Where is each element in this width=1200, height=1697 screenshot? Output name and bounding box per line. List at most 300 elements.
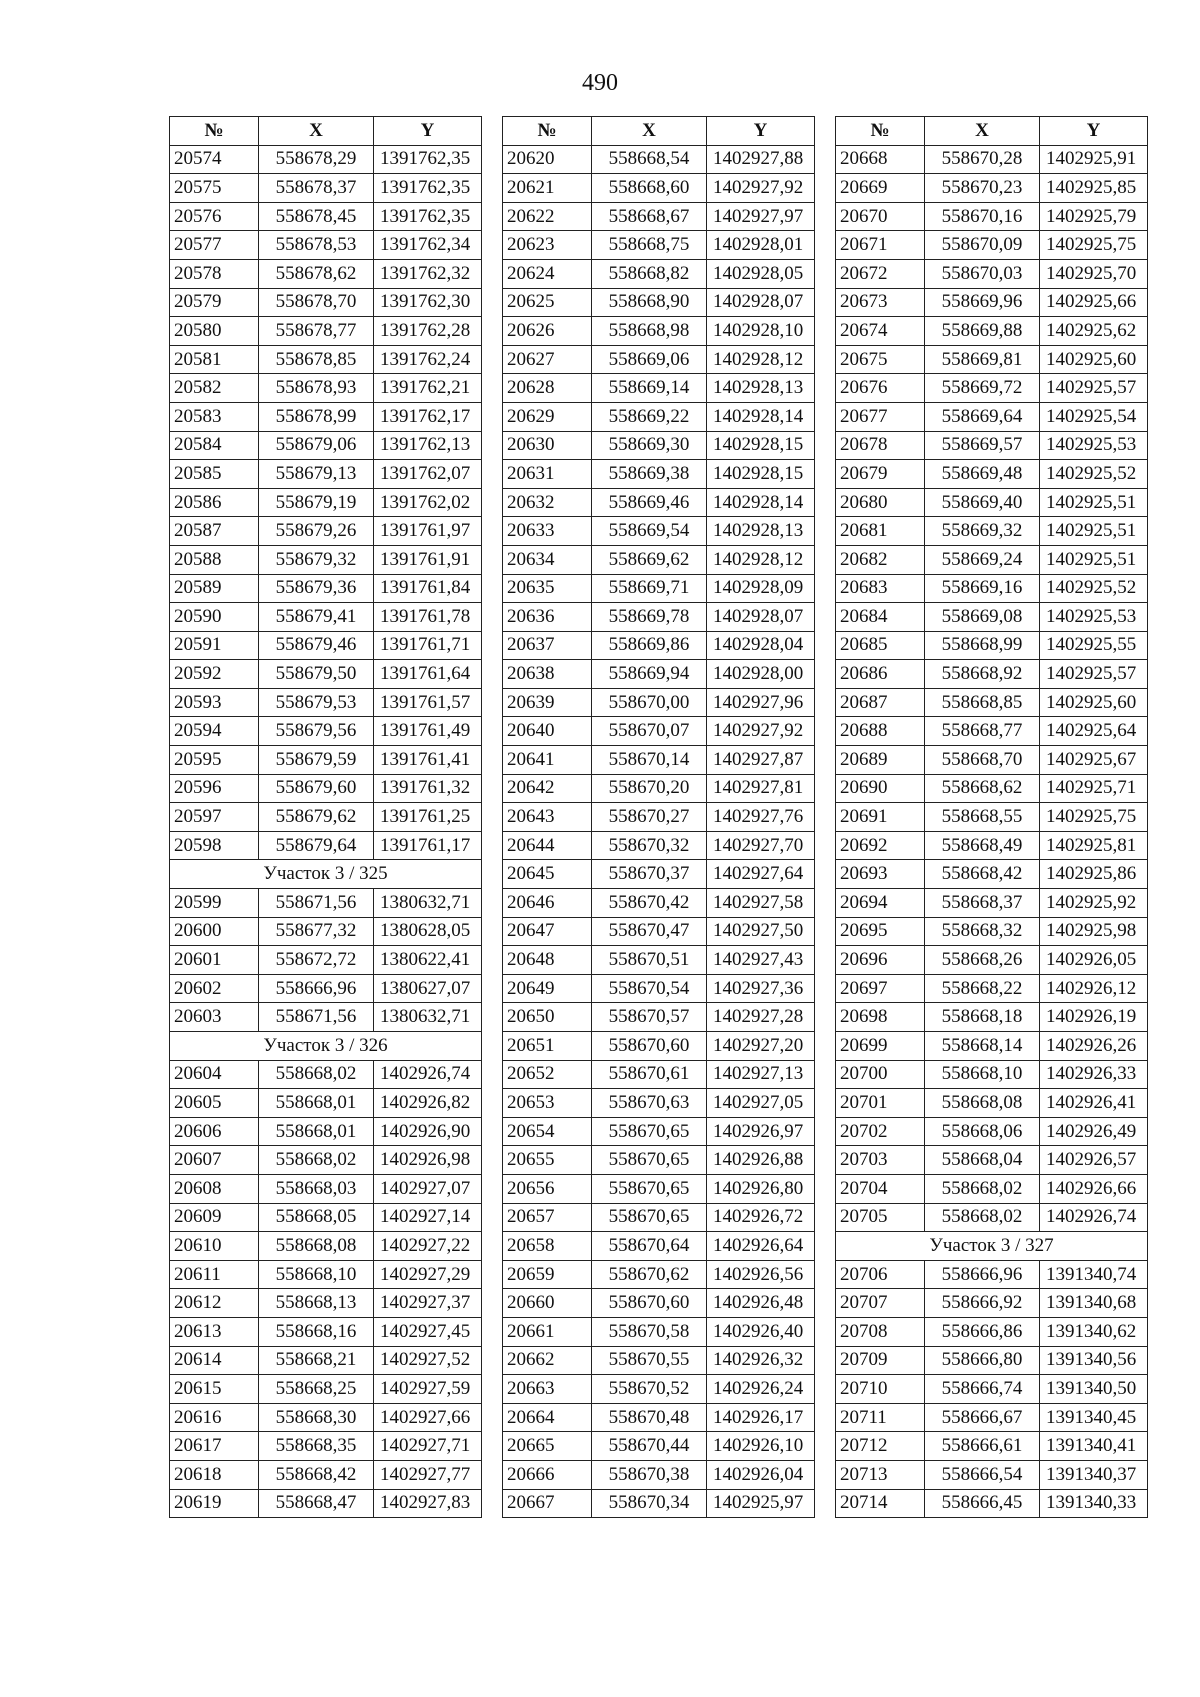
- table-row: [836, 1260, 1148, 1289]
- x-coordinate-cell: 558679,13: [259, 460, 374, 489]
- point-number-cell: 20598: [170, 831, 259, 860]
- y-coordinate-cell: 1402928,13: [707, 374, 815, 403]
- y-coordinate-cell: 1391761,78: [374, 603, 482, 632]
- y-coordinate-cell: 1391761,25: [374, 803, 482, 832]
- y-coordinate-cell: 1391761,17: [374, 831, 482, 860]
- table-row: [170, 746, 482, 775]
- y-coordinate-cell: 1391761,41: [374, 746, 482, 775]
- header-x: X: [592, 117, 707, 146]
- y-coordinate-cell: 1402926,48: [707, 1289, 815, 1318]
- table-row: [170, 1146, 482, 1175]
- table-row: [503, 1432, 815, 1461]
- table-row: [503, 1403, 815, 1432]
- table-row: [170, 231, 482, 260]
- x-coordinate-cell: 558678,29: [259, 145, 374, 174]
- y-coordinate-cell: 1402925,57: [1040, 660, 1148, 689]
- y-coordinate-cell: 1402928,07: [707, 603, 815, 632]
- point-number-cell: 20597: [170, 803, 259, 832]
- point-number-cell: 20652: [503, 1060, 592, 1089]
- point-number-cell: 20586: [170, 488, 259, 517]
- x-coordinate-cell: 558669,16: [925, 574, 1040, 603]
- point-number-cell: 20623: [503, 231, 592, 260]
- table-row: [503, 660, 815, 689]
- point-number-cell: 20630: [503, 431, 592, 460]
- table-row: [836, 545, 1148, 574]
- point-number-cell: 20604: [170, 1060, 259, 1089]
- table-row: [503, 946, 815, 975]
- x-coordinate-cell: 558670,28: [925, 145, 1040, 174]
- x-coordinate-cell: 558668,06: [925, 1117, 1040, 1146]
- y-coordinate-cell: 1402928,09: [707, 574, 815, 603]
- y-coordinate-cell: 1391762,34: [374, 231, 482, 260]
- x-coordinate-cell: 558671,56: [259, 1003, 374, 1032]
- x-coordinate-cell: 558666,74: [925, 1375, 1040, 1404]
- x-coordinate-cell: 558670,48: [592, 1403, 707, 1432]
- point-number-cell: 20707: [836, 1289, 925, 1318]
- point-number-cell: 20659: [503, 1260, 592, 1289]
- table-row: [170, 831, 482, 860]
- section-header-row: [170, 860, 482, 889]
- table-row: [503, 345, 815, 374]
- table-row: [503, 1346, 815, 1375]
- table-row: [170, 803, 482, 832]
- point-number-cell: 20608: [170, 1174, 259, 1203]
- y-coordinate-cell: 1402927,87: [707, 746, 815, 775]
- table-row: [503, 803, 815, 832]
- y-coordinate-cell: 1391340,33: [1040, 1489, 1148, 1518]
- point-number-cell: 20600: [170, 917, 259, 946]
- x-coordinate-cell: 558669,06: [592, 345, 707, 374]
- y-coordinate-cell: 1402928,14: [707, 488, 815, 517]
- y-coordinate-cell: 1380632,71: [374, 1003, 482, 1032]
- y-coordinate-cell: 1391762,32: [374, 259, 482, 288]
- x-coordinate-cell: 558670,38: [592, 1460, 707, 1489]
- x-coordinate-cell: 558669,24: [925, 545, 1040, 574]
- table-row: [836, 402, 1148, 431]
- y-coordinate-cell: 1402926,56: [707, 1260, 815, 1289]
- point-number-cell: 20712: [836, 1432, 925, 1461]
- table-row: [503, 1460, 815, 1489]
- point-number-cell: 20683: [836, 574, 925, 603]
- x-coordinate-cell: 558670,23: [925, 174, 1040, 203]
- header-row: [503, 117, 815, 146]
- x-coordinate-cell: 558670,55: [592, 1346, 707, 1375]
- x-coordinate-cell: 558668,70: [925, 746, 1040, 775]
- x-coordinate-cell: 558670,51: [592, 946, 707, 975]
- table-row: [170, 345, 482, 374]
- point-number-cell: 20667: [503, 1489, 592, 1518]
- table-row: [170, 1260, 482, 1289]
- point-number-cell: 20706: [836, 1260, 925, 1289]
- table-row: [836, 946, 1148, 975]
- table-row: [170, 660, 482, 689]
- x-coordinate-cell: 558668,14: [925, 1032, 1040, 1061]
- x-coordinate-cell: 558679,59: [259, 746, 374, 775]
- point-number-cell: 20576: [170, 202, 259, 231]
- point-number-cell: 20599: [170, 889, 259, 918]
- y-coordinate-cell: 1402925,85: [1040, 174, 1148, 203]
- y-coordinate-cell: 1402925,57: [1040, 374, 1148, 403]
- table-row: [170, 488, 482, 517]
- y-coordinate-cell: 1391761,64: [374, 660, 482, 689]
- point-number-cell: 20585: [170, 460, 259, 489]
- point-number-cell: 20660: [503, 1289, 592, 1318]
- point-number-cell: 20613: [170, 1317, 259, 1346]
- table-row: [503, 259, 815, 288]
- point-number-cell: 20574: [170, 145, 259, 174]
- point-number-cell: 20610: [170, 1232, 259, 1261]
- x-coordinate-cell: 558668,49: [925, 831, 1040, 860]
- y-coordinate-cell: 1402925,81: [1040, 831, 1148, 860]
- y-coordinate-cell: 1391762,13: [374, 431, 482, 460]
- point-number-cell: 20676: [836, 374, 925, 403]
- point-number-cell: 20591: [170, 631, 259, 660]
- y-coordinate-cell: 1402927,45: [374, 1317, 482, 1346]
- point-number-cell: 20692: [836, 831, 925, 860]
- table-row: [503, 1489, 815, 1518]
- x-coordinate-cell: 558668,85: [925, 688, 1040, 717]
- x-coordinate-cell: 558669,62: [592, 545, 707, 574]
- x-coordinate-cell: 558679,26: [259, 517, 374, 546]
- table-row: [503, 1174, 815, 1203]
- point-number-cell: 20664: [503, 1403, 592, 1432]
- point-number-cell: 20702: [836, 1117, 925, 1146]
- table-row: [836, 1203, 1148, 1232]
- table-row: [170, 688, 482, 717]
- y-coordinate-cell: 1402925,55: [1040, 631, 1148, 660]
- y-coordinate-cell: 1402928,13: [707, 517, 815, 546]
- point-number-cell: 20646: [503, 889, 592, 918]
- point-number-cell: 20713: [836, 1460, 925, 1489]
- x-coordinate-cell: 558668,62: [925, 774, 1040, 803]
- header-x: X: [259, 117, 374, 146]
- y-coordinate-cell: 1402927,28: [707, 1003, 815, 1032]
- y-coordinate-cell: 1402927,97: [707, 202, 815, 231]
- table-row: [170, 1117, 482, 1146]
- point-number-cell: 20622: [503, 202, 592, 231]
- table-row: [836, 1032, 1148, 1061]
- point-number-cell: 20615: [170, 1375, 259, 1404]
- x-coordinate-cell: 558668,02: [259, 1146, 374, 1175]
- y-coordinate-cell: 1402925,92: [1040, 889, 1148, 918]
- table-row: [170, 631, 482, 660]
- y-coordinate-cell: 1402925,54: [1040, 402, 1148, 431]
- point-number-cell: 20605: [170, 1089, 259, 1118]
- x-coordinate-cell: 558669,14: [592, 374, 707, 403]
- table-row: [836, 717, 1148, 746]
- table-row: [503, 517, 815, 546]
- y-coordinate-cell: 1402926,88: [707, 1146, 815, 1175]
- point-number-cell: 20606: [170, 1117, 259, 1146]
- y-coordinate-cell: 1391340,50: [1040, 1375, 1148, 1404]
- point-number-cell: 20672: [836, 259, 925, 288]
- point-number-cell: 20583: [170, 402, 259, 431]
- y-coordinate-cell: 1391762,35: [374, 145, 482, 174]
- x-coordinate-cell: 558670,20: [592, 774, 707, 803]
- x-coordinate-cell: 558668,08: [925, 1089, 1040, 1118]
- page-number: 490: [582, 70, 618, 96]
- y-coordinate-cell: 1391761,57: [374, 688, 482, 717]
- table-row: [836, 317, 1148, 346]
- point-number-cell: 20621: [503, 174, 592, 203]
- y-coordinate-cell: 1402928,12: [707, 545, 815, 574]
- table-row: [170, 431, 482, 460]
- point-number-cell: 20711: [836, 1403, 925, 1432]
- y-coordinate-cell: 1391762,28: [374, 317, 482, 346]
- y-coordinate-cell: 1402925,79: [1040, 202, 1148, 231]
- point-number-cell: 20701: [836, 1089, 925, 1118]
- x-coordinate-cell: 558668,54: [592, 145, 707, 174]
- y-coordinate-cell: 1402926,26: [1040, 1032, 1148, 1061]
- section-header-row: [170, 1032, 482, 1061]
- table-row: [836, 603, 1148, 632]
- x-coordinate-cell: 558668,35: [259, 1432, 374, 1461]
- x-coordinate-cell: 558668,02: [259, 1060, 374, 1089]
- point-number-cell: 20624: [503, 259, 592, 288]
- x-coordinate-cell: 558670,47: [592, 917, 707, 946]
- y-coordinate-cell: 1402925,64: [1040, 717, 1148, 746]
- x-coordinate-cell: 558669,57: [925, 431, 1040, 460]
- table-row: [170, 1089, 482, 1118]
- table-row: [836, 1460, 1148, 1489]
- header-x: X: [925, 117, 1040, 146]
- y-coordinate-cell: 1402928,12: [707, 345, 815, 374]
- y-coordinate-cell: 1402925,98: [1040, 917, 1148, 946]
- point-number-cell: 20611: [170, 1260, 259, 1289]
- x-coordinate-cell: 558671,56: [259, 889, 374, 918]
- table-row: [836, 1146, 1148, 1175]
- table-row: [170, 774, 482, 803]
- table-row: [170, 1317, 482, 1346]
- point-number-cell: 20663: [503, 1375, 592, 1404]
- table-row: [836, 917, 1148, 946]
- point-number-cell: 20616: [170, 1403, 259, 1432]
- table-row: [836, 803, 1148, 832]
- point-number-cell: 20589: [170, 574, 259, 603]
- point-number-cell: 20640: [503, 717, 592, 746]
- point-number-cell: 20693: [836, 860, 925, 889]
- x-coordinate-cell: 558668,55: [925, 803, 1040, 832]
- y-coordinate-cell: 1402926,12: [1040, 974, 1148, 1003]
- x-coordinate-cell: 558679,50: [259, 660, 374, 689]
- table-row: [836, 1489, 1148, 1518]
- x-coordinate-cell: 558668,99: [925, 631, 1040, 660]
- table-row: [503, 1146, 815, 1175]
- point-number-cell: 20704: [836, 1174, 925, 1203]
- x-coordinate-cell: 558668,90: [592, 288, 707, 317]
- y-coordinate-cell: 1391761,97: [374, 517, 482, 546]
- x-coordinate-cell: 558668,02: [925, 1174, 1040, 1203]
- x-coordinate-cell: 558668,13: [259, 1289, 374, 1318]
- header-number: №: [170, 117, 259, 146]
- x-coordinate-cell: 558668,22: [925, 974, 1040, 1003]
- table-row: [836, 746, 1148, 775]
- x-coordinate-cell: 558669,46: [592, 488, 707, 517]
- x-coordinate-cell: 558668,75: [592, 231, 707, 260]
- table-row: [170, 1060, 482, 1089]
- y-coordinate-cell: 1391762,35: [374, 174, 482, 203]
- y-coordinate-cell: 1402928,10: [707, 317, 815, 346]
- x-coordinate-cell: 558669,94: [592, 660, 707, 689]
- point-number-cell: 20695: [836, 917, 925, 946]
- x-coordinate-cell: 558678,70: [259, 288, 374, 317]
- y-coordinate-cell: 1402927,37: [374, 1289, 482, 1318]
- x-coordinate-cell: 558668,01: [259, 1117, 374, 1146]
- x-coordinate-cell: 558668,25: [259, 1375, 374, 1404]
- point-number-cell: 20626: [503, 317, 592, 346]
- y-coordinate-cell: 1402927,66: [374, 1403, 482, 1432]
- y-coordinate-cell: 1402927,77: [374, 1460, 482, 1489]
- point-number-cell: 20629: [503, 402, 592, 431]
- point-number-cell: 20681: [836, 517, 925, 546]
- point-number-cell: 20634: [503, 545, 592, 574]
- y-coordinate-cell: 1391762,30: [374, 288, 482, 317]
- table-row: [503, 402, 815, 431]
- table-row: [503, 860, 815, 889]
- x-coordinate-cell: 558670,00: [592, 688, 707, 717]
- x-coordinate-cell: 558669,81: [925, 345, 1040, 374]
- point-number-cell: 20617: [170, 1432, 259, 1461]
- y-coordinate-cell: 1402926,66: [1040, 1174, 1148, 1203]
- table-row: [503, 1289, 815, 1318]
- y-coordinate-cell: 1402926,04: [707, 1460, 815, 1489]
- x-coordinate-cell: 558666,96: [259, 974, 374, 1003]
- x-coordinate-cell: 558669,54: [592, 517, 707, 546]
- x-coordinate-cell: 558668,47: [259, 1489, 374, 1518]
- x-coordinate-cell: 558679,60: [259, 774, 374, 803]
- x-coordinate-cell: 558668,16: [259, 1317, 374, 1346]
- table-row: [170, 1232, 482, 1261]
- point-number-cell: 20655: [503, 1146, 592, 1175]
- section-title: Участок 3 / 325: [170, 860, 482, 889]
- y-coordinate-cell: 1402927,22: [374, 1232, 482, 1261]
- point-number-cell: 20625: [503, 288, 592, 317]
- y-coordinate-cell: 1402926,90: [374, 1117, 482, 1146]
- x-coordinate-cell: 558669,64: [925, 402, 1040, 431]
- x-coordinate-cell: 558670,44: [592, 1432, 707, 1461]
- point-number-cell: 20642: [503, 774, 592, 803]
- point-number-cell: 20691: [836, 803, 925, 832]
- point-number-cell: 20679: [836, 460, 925, 489]
- y-coordinate-cell: 1402927,14: [374, 1203, 482, 1232]
- table-row: [503, 917, 815, 946]
- x-coordinate-cell: 558669,71: [592, 574, 707, 603]
- y-coordinate-cell: 1402927,50: [707, 917, 815, 946]
- y-coordinate-cell: 1391762,17: [374, 402, 482, 431]
- table-row: [503, 1375, 815, 1404]
- table-row: [170, 402, 482, 431]
- table-row: [836, 374, 1148, 403]
- x-coordinate-cell: 558678,77: [259, 317, 374, 346]
- table-row: [170, 317, 482, 346]
- x-coordinate-cell: 558668,67: [592, 202, 707, 231]
- point-number-cell: 20658: [503, 1232, 592, 1261]
- point-number-cell: 20689: [836, 746, 925, 775]
- table-row: [836, 1117, 1148, 1146]
- y-coordinate-cell: 1402925,71: [1040, 774, 1148, 803]
- table-row: [170, 259, 482, 288]
- table-row: [170, 545, 482, 574]
- x-coordinate-cell: 558670,60: [592, 1289, 707, 1318]
- y-coordinate-cell: 1402925,51: [1040, 488, 1148, 517]
- table-row: [836, 259, 1148, 288]
- table-row: [836, 288, 1148, 317]
- table-row: [836, 1432, 1148, 1461]
- table-row: [836, 1317, 1148, 1346]
- y-coordinate-cell: 1402926,64: [707, 1232, 815, 1261]
- y-coordinate-cell: 1402927,81: [707, 774, 815, 803]
- y-coordinate-cell: 1391340,74: [1040, 1260, 1148, 1289]
- point-number-cell: 20575: [170, 174, 259, 203]
- point-number-cell: 20700: [836, 1060, 925, 1089]
- table-row: [836, 831, 1148, 860]
- y-coordinate-cell: 1402925,51: [1040, 545, 1148, 574]
- y-coordinate-cell: 1391762,21: [374, 374, 482, 403]
- table-row: [503, 1203, 815, 1232]
- x-coordinate-cell: 558669,30: [592, 431, 707, 460]
- point-number-cell: 20614: [170, 1346, 259, 1375]
- point-number-cell: 20668: [836, 145, 925, 174]
- y-coordinate-cell: 1402928,15: [707, 460, 815, 489]
- point-number-cell: 20588: [170, 545, 259, 574]
- table-row: [836, 488, 1148, 517]
- y-coordinate-cell: 1391340,41: [1040, 1432, 1148, 1461]
- table-row: [836, 517, 1148, 546]
- y-coordinate-cell: 1380632,71: [374, 889, 482, 918]
- table-row: [503, 1032, 815, 1061]
- y-coordinate-cell: 1402926,74: [374, 1060, 482, 1089]
- y-coordinate-cell: 1391762,24: [374, 345, 482, 374]
- y-coordinate-cell: 1391340,62: [1040, 1317, 1148, 1346]
- point-number-cell: 20579: [170, 288, 259, 317]
- x-coordinate-cell: 558669,86: [592, 631, 707, 660]
- y-coordinate-cell: 1402926,19: [1040, 1003, 1148, 1032]
- point-number-cell: 20677: [836, 402, 925, 431]
- x-coordinate-cell: 558679,62: [259, 803, 374, 832]
- point-number-cell: 20665: [503, 1432, 592, 1461]
- x-coordinate-cell: 558670,54: [592, 974, 707, 1003]
- y-coordinate-cell: 1391761,32: [374, 774, 482, 803]
- table-row: [836, 1003, 1148, 1032]
- table-row: [836, 431, 1148, 460]
- y-coordinate-cell: 1391762,35: [374, 202, 482, 231]
- point-number-cell: 20699: [836, 1032, 925, 1061]
- y-coordinate-cell: 1402926,72: [707, 1203, 815, 1232]
- x-coordinate-cell: 558678,62: [259, 259, 374, 288]
- y-coordinate-cell: 1380622,41: [374, 946, 482, 975]
- point-number-cell: 20584: [170, 431, 259, 460]
- x-coordinate-cell: 558668,37: [925, 889, 1040, 918]
- coordinates-table-2: [502, 116, 815, 1518]
- y-coordinate-cell: 1402925,70: [1040, 259, 1148, 288]
- point-number-cell: 20632: [503, 488, 592, 517]
- table-row: [503, 231, 815, 260]
- y-coordinate-cell: 1402925,53: [1040, 603, 1148, 632]
- point-number-cell: 20675: [836, 345, 925, 374]
- point-number-cell: 20705: [836, 1203, 925, 1232]
- table-row: [170, 1432, 482, 1461]
- table-row: [836, 1375, 1148, 1404]
- table-row: [503, 431, 815, 460]
- x-coordinate-cell: 558670,60: [592, 1032, 707, 1061]
- y-coordinate-cell: 1402928,15: [707, 431, 815, 460]
- point-number-cell: 20627: [503, 345, 592, 374]
- x-coordinate-cell: 558668,77: [925, 717, 1040, 746]
- table-row: [170, 1174, 482, 1203]
- y-coordinate-cell: 1391761,71: [374, 631, 482, 660]
- point-number-cell: 20698: [836, 1003, 925, 1032]
- table-row: [503, 545, 815, 574]
